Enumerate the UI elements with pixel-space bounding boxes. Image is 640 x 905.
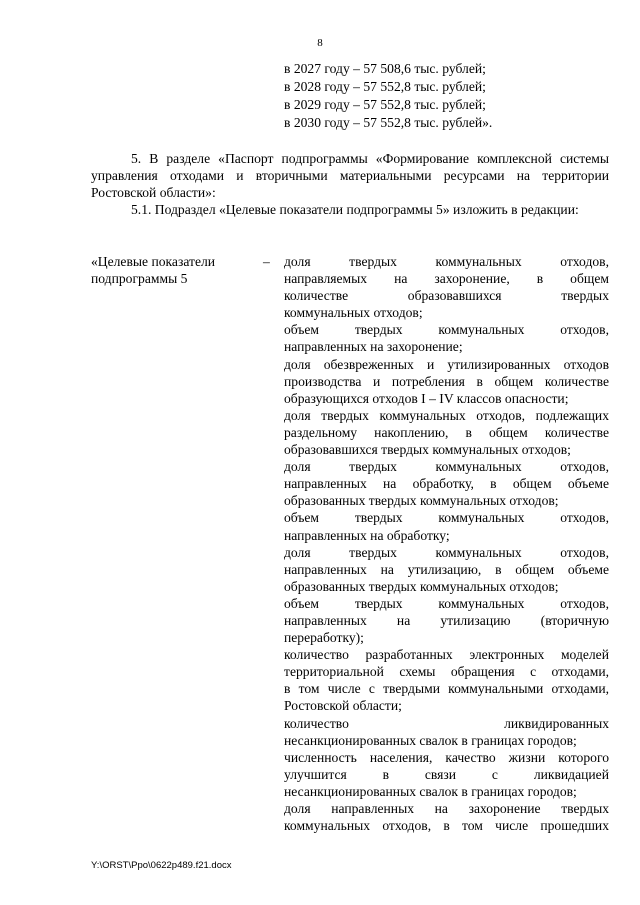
indicator-line: коммунальных отходов; (284, 305, 423, 321)
budget-line-2029: в 2029 году – 57 552,8 тыс. рублей; (284, 97, 486, 112)
file-path-footer: Y:\ORST\Ppo\0622p489.f21.docx (91, 860, 232, 871)
indicators-heading: «Целевые показатели подпрограммы 5 (91, 254, 216, 286)
indicator-line: территориальной схемы обращения с отходами, (284, 664, 609, 680)
indicator-line: производства и потребления в общем количестве (284, 373, 609, 389)
indicator-line: переработку); (284, 630, 364, 646)
indicator-line: образовавшихся твердых коммунальных отходов; (284, 442, 571, 458)
budget-line-2030: в 2030 году – 57 552,8 тыс. рублей». (284, 115, 493, 130)
indicator-line: количестве образовавшихся твердых (284, 288, 609, 304)
indicator-line: направляемых на захоронение, в общем (284, 271, 609, 287)
indicator-line: несанкционированных свалок в границах городов; (284, 732, 577, 748)
indicator-line: объем твердых коммунальных отходов, (284, 510, 609, 526)
indicator-line: коммунальных отходов, в том числе прошедших (284, 818, 609, 834)
indicator-line: количество разработанных электронных моделей (284, 647, 609, 663)
budget-list (284, 60, 604, 132)
page-number: 8 (317, 37, 323, 49)
indicator-line: направленных на обработку, в общем объеме (284, 476, 609, 492)
indicator-line: объем твердых коммунальных отходов, (284, 322, 609, 338)
paragraph-5-1: 5.1. Подраздел «Целевые показатели подпрограммы 5» изложить в редакции: (131, 202, 579, 217)
indicator-line: направленных на утилизацию (вторичную (284, 612, 609, 628)
paragraph-5: 5. В разделе «Паспорт подпрограммы «Формирование комплексной системы управления отходами и вторичными материальными ресурсами на территории Ростовской области»: (91, 151, 609, 200)
indicator-line: направленных на утилизацию, в общем объеме (284, 561, 609, 577)
indicator-line: несанкционированных свалок в границах городов; (284, 783, 577, 799)
indicator-line: улучшится в связи с ликвидацией (284, 766, 609, 782)
indicator-line: доля твердых коммунальных отходов, подлежащих (284, 407, 609, 423)
indicator-line: доля направленных на захоронение твердых (284, 801, 609, 816)
budget-line-2028: в 2028 году – 57 552,8 тыс. рублей; (284, 79, 486, 94)
indicator-line: образованных твердых коммунальных отходов; (284, 578, 559, 594)
indicator-line: образующихся отходов I – IV классов опасности; (284, 390, 569, 406)
indicator-line: раздельному накоплению, в общем количестве (284, 424, 609, 440)
indicator-line: доля твердых коммунальных отходов, (284, 544, 609, 560)
indicator-line: доля твердых коммунальных отходов, (284, 459, 609, 475)
indicator-line: доля твердых коммунальных отходов, (284, 254, 609, 269)
indicator-line: количество ликвидированных (284, 715, 609, 731)
indicator-line: доля обезвреженных и утилизированных отходов (284, 356, 609, 372)
indicator-line: объем твердых коммунальных отходов, (284, 595, 609, 611)
indicator-line: в том числе с твердыми коммунальными отходами, (284, 681, 609, 697)
budget-line-2027: в 2027 году – 57 508,6 тыс. рублей; (284, 61, 486, 76)
indicator-line: Ростовской области; (284, 698, 402, 714)
indicator-line: направленных на обработку; (284, 527, 450, 543)
indicator-line: численность населения, качество жизни которого (284, 749, 609, 765)
indicator-line: образованных твердых коммунальных отходов; (284, 493, 559, 509)
indicator-line: направленных на захоронение; (284, 339, 463, 355)
dash-separator: – (263, 254, 270, 269)
indicators-list (284, 253, 609, 834)
